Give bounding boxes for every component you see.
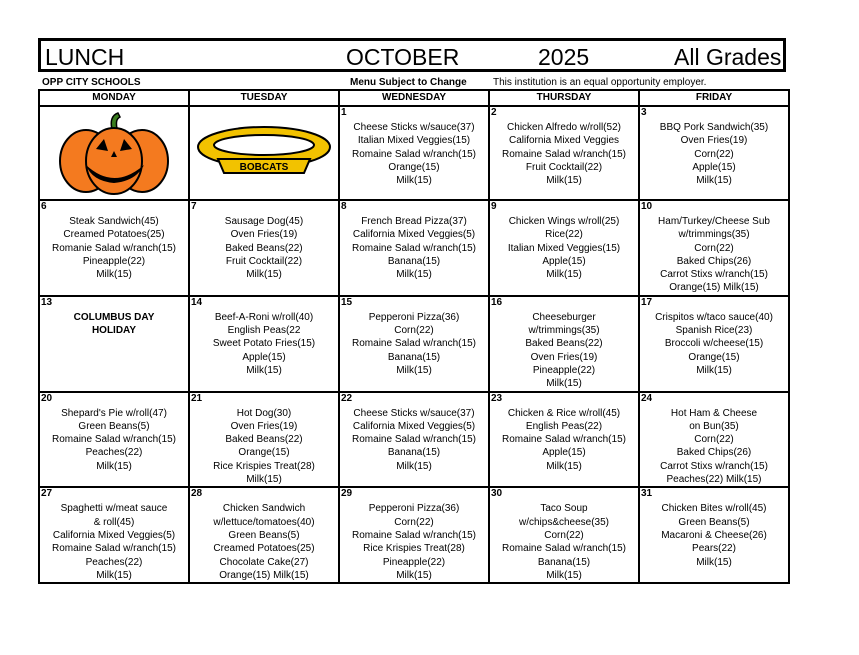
weekday-tuesday: TUESDAY [189,90,339,106]
menu-item: Corn(22) [544,529,584,541]
menu-item: California Mixed Veggies(5) [352,420,476,432]
menu-item: Romaine Salad w/ranch(15) [52,543,176,555]
weekday-friday: FRIDAY [639,90,789,106]
day-cell [39,106,189,200]
menu-item: Italian Mixed Veggies(15) [357,135,471,147]
menu-item: French Bread Pizza(37) [361,216,467,227]
menu-item: Orange(15) [688,351,740,363]
day-cell [189,392,339,488]
menu-item: Milk(15) [396,269,432,281]
menu-item: Rice Krispies Treat(28) [363,543,465,555]
menu-item: Cheese Sticks w/sauce(37) [353,407,475,419]
menu-item: Spanish Rice(23) [675,325,753,337]
menu-items [40,393,188,473]
menu-item: Oven Fries(19) [680,135,748,147]
menu-item: Milk(15) [396,175,432,187]
menu-item: Apple(15) [242,351,286,363]
menu-item: Oven Fries(19) [230,420,298,432]
day-number: 14 [191,296,203,308]
menu-item: Romaine Salad w/ranch(15) [352,148,476,160]
menu-item: w/lettuce/tomatoes(40) [213,516,315,528]
day-cell [489,200,639,296]
menu-item: Shepard's Pie w/roll(47) [61,407,167,419]
menu-item: Chicken Sandwich [222,503,306,515]
menu-item: Chicken Wings w/roll(25) [508,216,620,227]
menu-item: Pineapple(22) [382,556,446,568]
menu-item: Creamed Potatoes(25) [63,229,165,241]
menu-item: Romaine Salad w/ranch(15) [52,434,176,446]
day-number: 2 [491,107,497,118]
menu-item: Corn(22) [394,516,434,528]
menu-item: w/chips&cheese(35) [518,516,610,528]
menu-item: Orange(15) [238,447,290,459]
menu-items [640,201,788,295]
bobcats-logo [196,125,332,181]
day-number: 28 [191,488,203,500]
holiday-note [40,297,188,338]
change-notice: Menu Subject to Change [350,77,467,88]
day-number: 3 [641,107,647,118]
day-cell [639,392,789,488]
menu-item: Banana(15) [387,447,441,459]
menu-item: Banana(15) [387,255,441,267]
menu-item: Banana(15) [387,351,441,363]
month-title: OCTOBER [346,44,460,70]
menu-item: Pepperoni Pizza(36) [368,503,460,515]
day-number: 15 [341,296,353,308]
weekday-thursday: THURSDAY [489,90,639,106]
menu-item: English Peas(22) [525,420,603,432]
menu-item: Hot Dog(30) [236,407,292,419]
day-cell [639,106,789,200]
menu-item: Corn(22) [694,148,734,160]
menu-item: Cheese Sticks w/sauce(37) [353,122,475,133]
day-number: 29 [341,488,353,500]
menu-item: Chicken & Rice w/roll(45) [507,407,621,419]
day-cell [39,296,189,392]
menu-item: Orange(15) [388,161,440,173]
menu-item: Milk(15) [246,474,282,486]
weekday-wednesday: WEDNESDAY [339,90,489,106]
menu-item: Creamed Potatoes(25) [213,543,315,555]
day-cell [639,487,789,583]
menu-item: Rice Krispies Treat(28) [213,460,315,472]
day-number: 23 [491,392,503,404]
menu-item: Carrot Stixs w/ranch(15) [660,269,768,281]
menu-item: Italian Mixed Veggies(15) [507,242,621,254]
day-number: 27 [41,488,53,500]
day-cell [189,106,339,200]
day-cell [39,200,189,296]
day-cell [189,200,339,296]
menu-items [340,201,488,281]
district-name: OPP CITY SCHOOLS [42,77,141,88]
menu-item: Romaine Salad w/ranch(15) [352,242,476,254]
day-cell [639,200,789,296]
menu-item: Oven Fries(19) [530,351,598,363]
menu-item: Fruit Cocktail(22) [525,161,603,173]
menu-item: Banana(15) [537,556,591,568]
menu-items [190,488,338,582]
menu-item: Corn(22) [394,325,434,337]
menu-items [640,488,788,568]
menu-item: Pineapple(22) [532,364,596,376]
menu-item: Green Beans(5) [678,516,750,528]
menu-item: w/trimmings(35) [528,325,600,337]
menu-item: English Peas(22 [227,325,301,337]
day-cell [489,392,639,488]
day-number: 1 [341,107,347,118]
menu-item: COLUMBUS DAY [73,311,155,323]
menu-item: BBQ Pork Sandwich(35) [659,122,769,133]
menu-item: Romaine Salad w/ranch(15) [502,543,626,555]
menu-item: Fruit Cocktail(22) [225,255,303,267]
week-row [39,296,789,392]
menu-items [340,488,488,582]
menu-items [640,107,788,187]
menu-items [190,297,338,377]
menu-item: Hot Ham & Cheese [670,407,758,419]
menu-item: Romaine Salad w/ranch(15) [502,434,626,446]
menu-items [190,393,338,487]
menu-items [340,393,488,473]
menu-item: Orange(15) Milk(15) [219,569,309,581]
menu-item: Carrot Stixs w/ranch(15) [660,460,768,472]
day-cell [639,296,789,392]
menu-item: Milk(15) [96,569,132,581]
menu-item: California Mixed Veggies(5) [52,529,176,541]
menu-items [340,107,488,187]
week-row [39,106,789,200]
menu-item: Oven Fries(19) [230,229,298,241]
day-number: 21 [191,392,203,404]
menu-items [490,297,638,391]
logo-image [190,107,338,199]
menu-item: Romaine Salad w/ranch(15) [352,434,476,446]
menu-item: Milk(15) [246,269,282,281]
menu-calendar [38,89,790,584]
menu-item: Milk(15) [96,269,132,281]
menu-item: Chicken Alfredo w/roll(52) [507,122,621,133]
menu-item: Baked Beans(22) [525,338,603,350]
day-number: 10 [641,201,653,212]
menu-item: Milk(15) [696,556,732,568]
weekday-header-row [39,90,789,106]
day-number: 8 [341,201,347,212]
menu-item: Macaroni & Cheese(26) [661,529,767,541]
logo-text: BOBCATS [239,162,289,173]
menu-item: Crispitos w/taco sauce(40) [655,311,773,323]
menu-item: Orange(15) Milk(15) [669,282,759,294]
menu-item: Baked Beans(22) [225,434,303,446]
day-cell [39,487,189,583]
menu-item: Pears(22) [692,543,736,555]
day-number: 13 [41,296,53,308]
day-number: 7 [191,201,197,212]
menu-items [490,201,638,281]
menu-item: Peaches(22) [85,556,143,568]
day-number: 31 [641,488,653,500]
menu-item: Pineapple(22) [82,255,146,267]
menu-item: Steak Sandwich(45) [69,216,159,227]
menu-item: Rice(22) [545,229,583,241]
day-number: 24 [641,392,653,404]
day-cell [39,392,189,488]
day-number: 6 [41,201,47,212]
year-title: 2025 [538,44,590,70]
week-row [39,200,789,296]
day-number: 20 [41,392,53,404]
day-cell [189,487,339,583]
menu-type-title: LUNCH [45,44,125,70]
menu-item: Baked Chips(26) [676,255,752,267]
menu-item: Milk(15) [546,378,582,390]
menu-item: Beef-A-Roni w/roll(40) [214,311,314,323]
menu-item: Milk(15) [96,460,132,472]
day-cell [339,106,489,200]
title-bar [38,38,786,72]
menu-item: Milk(15) [546,175,582,187]
menu-item: Milk(15) [696,175,732,187]
day-cell [339,296,489,392]
menu-items [190,201,338,281]
menu-item: Milk(15) [546,460,582,472]
menu-item: Apple(15) [692,161,736,173]
menu-item: Peaches(22) Milk(15) [666,474,762,486]
menu-item: Ham/Turkey/Cheese Sub [658,216,770,227]
menu-items [340,297,488,377]
menu-items [640,297,788,377]
menu-item: Green Beans(5) [78,420,150,432]
day-number: 17 [641,296,653,308]
menu-item: Milk(15) [396,364,432,376]
menu-item: Apple(15) [542,447,586,459]
pumpkin-image [40,107,188,199]
menu-items [40,201,188,281]
menu-item: Sausage Dog(45) [224,216,304,227]
day-cell [489,106,639,200]
menu-item: California Mixed Veggies [508,135,620,147]
menu-item: Baked Beans(22) [225,242,303,254]
grades-title: All Grades [674,44,782,70]
day-number: 9 [491,201,497,212]
menu-item: Apple(15) [542,255,586,267]
menu-item: Milk(15) [696,364,732,376]
equal-opportunity-statement: This institution is an equal opportunity employer. [493,77,707,88]
menu-items [640,393,788,487]
menu-item: Romanie Salad w/ranch(15) [52,242,176,254]
menu-item: Peaches(22) [85,447,143,459]
menu-item: Milk(15) [396,460,432,472]
pumpkin-icon [56,111,172,195]
day-cell [339,200,489,296]
menu-item: Spaghetti w/meat sauce [60,503,168,515]
menu-item: Corn(22) [694,242,734,254]
day-cell [489,487,639,583]
day-number: 22 [341,392,353,404]
day-cell [339,392,489,488]
week-row [39,392,789,488]
menu-item: Cheeseburger [532,311,596,323]
menu-item: Romaine Salad w/ranch(15) [352,338,476,350]
menu-item: Baked Chips(26) [676,447,752,459]
day-cell [189,296,339,392]
menu-item: California Mixed Veggies(5) [352,229,476,241]
day-number: 16 [491,296,503,308]
menu-item: Milk(15) [546,269,582,281]
menu-items [490,393,638,473]
menu-items [40,488,188,582]
day-number: 30 [491,488,503,500]
day-cell [339,487,489,583]
day-cell [489,296,639,392]
menu-item: Chicken Bites w/roll(45) [661,503,767,515]
menu-item: Chocolate Cake(27) [219,556,309,568]
menu-item: w/trimmings(35) [678,229,750,241]
menu-item: Romaine Salad w/ranch(15) [502,148,626,160]
menu-items [490,488,638,582]
weekday-monday: MONDAY [39,90,189,106]
menu-item: & roll(45) [93,516,135,528]
menu-item: Milk(15) [396,569,432,581]
menu-item: Taco Soup [540,503,588,515]
menu-item: Green Beans(5) [228,529,300,541]
menu-item: Milk(15) [546,569,582,581]
menu-item: Pepperoni Pizza(36) [368,311,460,323]
menu-item: on Bun(35) [689,420,739,432]
menu-item: Sweet Potato Fries(15) [212,338,316,350]
menu-item: HOLIDAY [91,325,137,337]
menu-item: Broccoli w/cheese(15) [664,338,764,350]
week-row [39,487,789,583]
menu-items [490,107,638,187]
menu-item: Romaine Salad w/ranch(15) [352,529,476,541]
menu-item: Corn(22) [694,434,734,446]
menu-item: Milk(15) [246,364,282,376]
